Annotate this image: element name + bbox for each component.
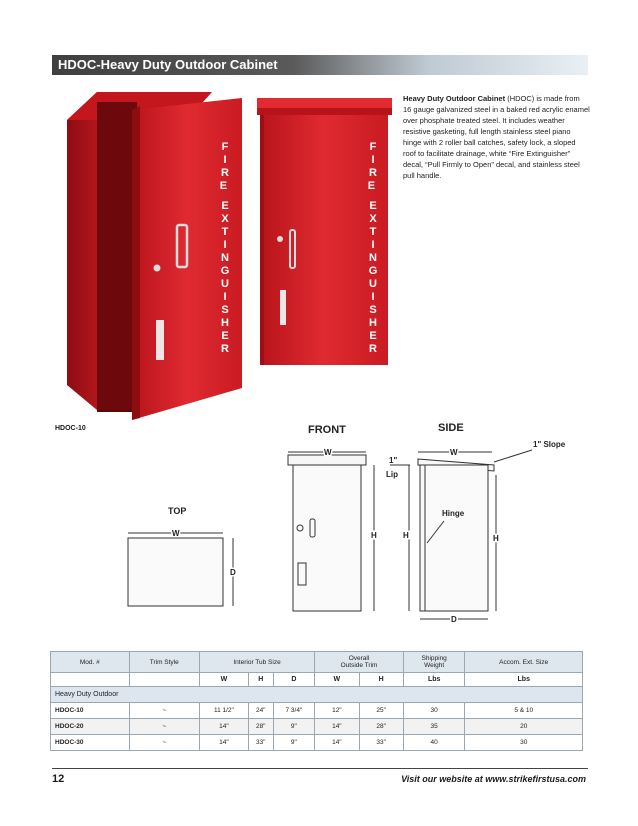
table-subheader-row	[51, 673, 583, 687]
lip-top-label: 1"	[389, 456, 398, 465]
open-cabinet-side	[67, 92, 97, 410]
front-w-label: W	[324, 448, 332, 457]
slope-leader	[494, 450, 532, 462]
side-body	[420, 465, 488, 611]
col-overall-trim	[315, 652, 404, 673]
sub-tub-w: W	[199, 673, 248, 687]
spec-table	[50, 651, 583, 751]
col-trim: Trim Style	[129, 652, 199, 673]
front-body	[293, 465, 361, 611]
cell-td: 9"	[273, 719, 315, 735]
open-cabinet-back-wall	[97, 102, 137, 410]
cell-ow: 14"	[315, 735, 359, 751]
ship-line1: Shipping	[421, 655, 447, 662]
cell-tw: 11 1/2"	[199, 703, 248, 719]
closed-cabinet-hinge-edge	[260, 115, 264, 365]
cabinet-photo	[52, 80, 392, 425]
open-door-lettering: F I R E E X T I N G U I S H E R	[219, 141, 230, 355]
cell-td: 9"	[273, 735, 315, 751]
col-model: Mod. #	[51, 652, 130, 673]
closed-cabinet-roof-front	[257, 108, 392, 115]
closed-door-lock	[277, 236, 283, 242]
table-group-row	[51, 687, 583, 703]
cell-ow: 14"	[315, 719, 359, 735]
group-label: Heavy Duty Outdoor	[51, 687, 583, 703]
sub-trim-h: H	[359, 673, 403, 687]
cell-model: HDOC-30	[51, 735, 130, 751]
overall-line2: Outside Trim	[340, 662, 378, 669]
cell-tw: 14"	[199, 735, 248, 751]
footer-website: Visit our website at www.strikefirstusa.com	[401, 774, 586, 784]
sub-tub-d: D	[273, 673, 315, 687]
cell-oh: 25"	[359, 703, 403, 719]
description-body: (HDOC) is made from 16 gauge galvanized steel in a baked red acrylic enamel over phosphate treated steel. It includes weather resistive gasketing, full length stainless steel piano hinge with 2 roller ball catches, safety lock, a sloped roof to facilitate drainage, white “Fire Extinguisher” decal, “Pull Firmly to Open” decal, and stainless steel pull handle.	[403, 94, 590, 180]
cell-tw: 14"	[199, 719, 248, 735]
table-row	[51, 735, 583, 751]
lip-word-label: Lip	[386, 470, 398, 479]
hinge-label: Hinge	[442, 509, 465, 518]
cell-lbs: 40	[403, 735, 465, 751]
cell-th: 28"	[248, 719, 273, 735]
col-interior-tub: Interior Tub Size	[199, 652, 314, 673]
cell-td: 7 3/4"	[273, 703, 315, 719]
cell-trim: ~	[129, 735, 199, 751]
cell-trim: ~	[129, 719, 199, 735]
open-door-lock	[154, 265, 161, 272]
cell-lbs: 30	[403, 703, 465, 719]
dimension-diagram	[100, 415, 580, 635]
side-d-label: D	[451, 615, 457, 624]
sub-ship-lbs: Lbs	[403, 673, 465, 687]
table-row	[51, 703, 583, 719]
closed-door-lettering: F I R E E X T I N G U I S H E R	[367, 141, 378, 355]
cell-lbs: 35	[403, 719, 465, 735]
sub-trim-w: W	[315, 673, 359, 687]
front-h-label: H	[371, 531, 377, 540]
side-label: SIDE	[438, 422, 464, 434]
description-lead: Heavy Duty Outdoor Cabinet	[403, 94, 506, 103]
cell-ext: 30	[465, 735, 583, 751]
overall-line1: Overall	[348, 655, 370, 662]
side-h-inner-label: H	[403, 531, 409, 540]
page-number: 12	[52, 773, 65, 785]
side-h-label: H	[493, 534, 499, 543]
side-w-label: W	[450, 448, 458, 457]
sub-tub-h: H	[248, 673, 273, 687]
product-description	[403, 93, 590, 181]
cell-trim: ~	[129, 703, 199, 719]
footer-rule	[52, 768, 588, 769]
top-view	[128, 538, 223, 606]
cell-model: HDOC-10	[51, 703, 130, 719]
front-label: FRONT	[308, 424, 346, 436]
cell-th: 33"	[248, 735, 273, 751]
photo-caption: HDOC-10	[55, 425, 86, 432]
top-w-label: W	[172, 529, 180, 538]
cell-ext: 5 & 10	[465, 703, 583, 719]
table-header-row	[51, 652, 583, 673]
ship-line2: Weight	[424, 662, 445, 669]
closed-door-decal	[280, 290, 286, 325]
table-row	[51, 719, 583, 735]
sub-blank-1	[51, 673, 130, 687]
cell-model: HDOC-20	[51, 719, 130, 735]
sub-ext-lbs: Lbs	[465, 673, 583, 687]
cell-ext: 20	[465, 719, 583, 735]
sub-blank-2	[129, 673, 199, 687]
page-title: HDOC-Heavy Duty Outdoor Cabinet	[58, 57, 278, 72]
top-d-label: D	[230, 568, 236, 577]
cell-oh: 33"	[359, 735, 403, 751]
cell-oh: 28"	[359, 719, 403, 735]
cell-ow: 12"	[315, 703, 359, 719]
col-accom-ext: Accom. Ext. Size	[465, 652, 583, 673]
title-bar	[52, 55, 588, 75]
cell-th: 24"	[248, 703, 273, 719]
open-door-decal	[156, 320, 164, 360]
col-shipping-weight	[403, 652, 465, 673]
slope-label: 1" Slope	[533, 440, 566, 449]
top-label: TOP	[168, 506, 187, 516]
open-door-edge	[132, 106, 140, 420]
